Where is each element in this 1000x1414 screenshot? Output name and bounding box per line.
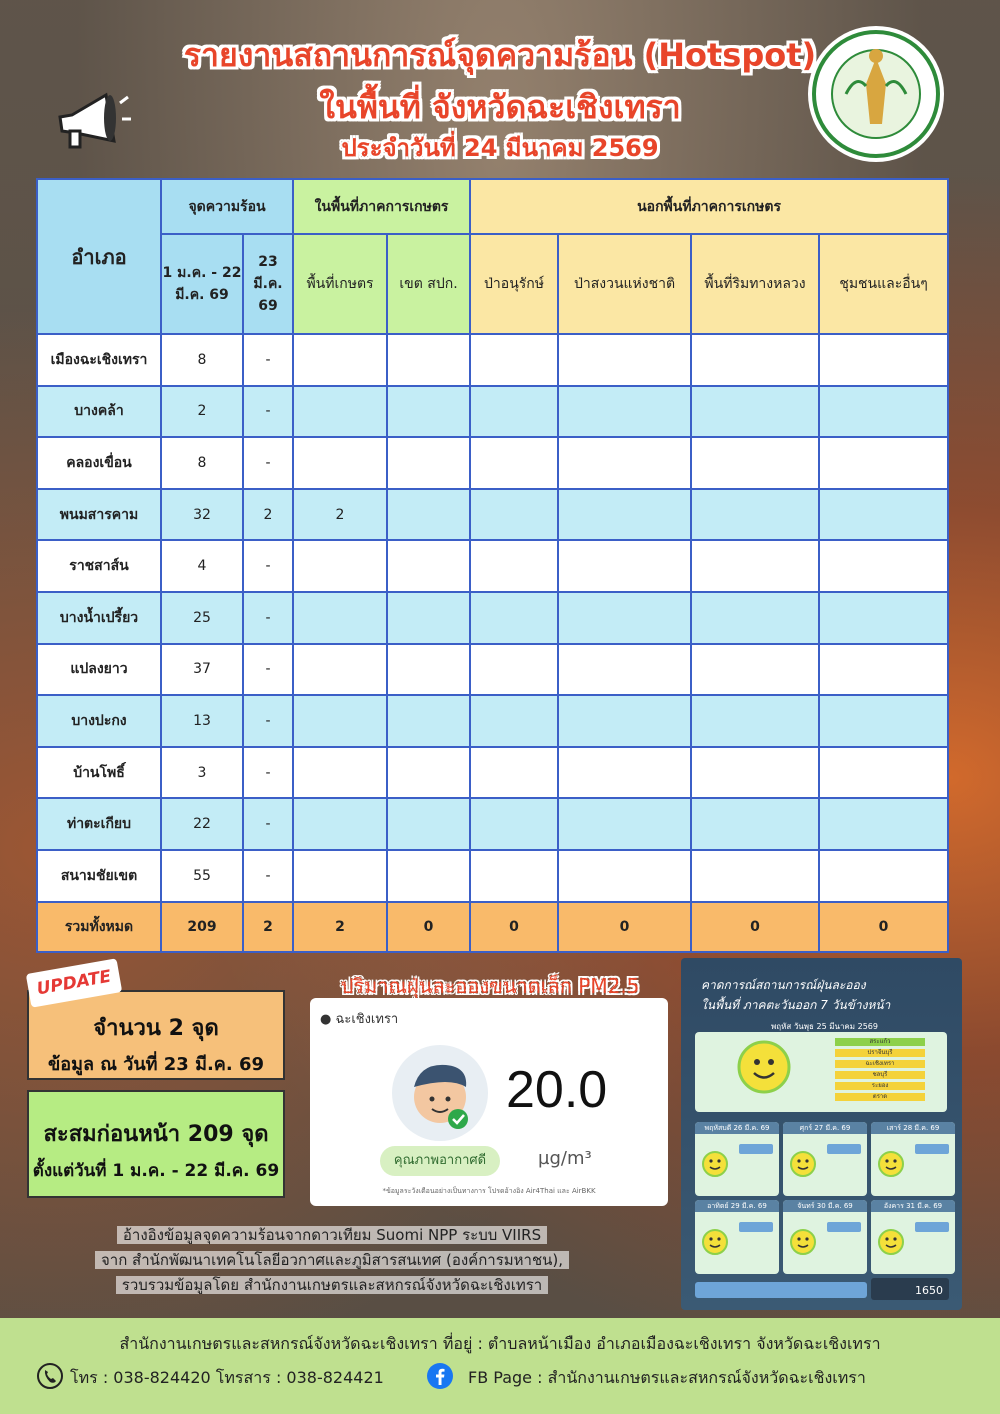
table-cell [558,386,691,438]
table-cell [691,334,819,386]
district-name: บ้านโพธิ์ [37,747,161,799]
district-name: เมืองฉะเชิงเทรา [37,334,161,386]
total-cell: 0 [691,902,819,952]
table-cell [387,437,470,489]
table-cell [470,540,558,592]
table-cell [558,592,691,644]
total-cell: 0 [558,902,691,952]
table-cell [470,489,558,541]
total-cell: 0 [819,902,948,952]
table-cell: - [243,386,293,438]
table-cell [387,798,470,850]
table-cell: 22 [161,798,243,850]
table-cell [558,798,691,850]
subheader-community: ชุมชนและอื่นๆ [819,234,948,334]
table-cell [819,386,948,438]
table-cell [691,592,819,644]
district-name: บางน้ำเปรี้ยว [37,592,161,644]
table-row [37,798,948,850]
pm25-unit: µg/m³ [538,1148,592,1169]
table-cell [470,592,558,644]
table-cell [293,798,387,850]
forecast-day-card [871,1122,955,1196]
update-tag: UPDATE [26,958,123,1007]
district-name: บางคล้า [37,386,161,438]
header-agri: ในพื้นที่ภาคการเกษตร [293,179,470,234]
table-cell [819,798,948,850]
forecast-day-label: จันทร์ 30 มี.ค. 69 [783,1200,867,1212]
subheader-national-forest: ป่าสงวนแห่งชาติ [558,234,691,334]
table-cell [293,695,387,747]
table-cell [691,386,819,438]
table-row [37,747,948,799]
total-row [37,902,948,952]
table-cell [470,437,558,489]
table-cell: 2 [293,489,387,541]
table-cell: 37 [161,644,243,696]
accumulated-range: ตั้งแต่วันที่ 1 ม.ค. - 22 มี.ค. 69 [32,1161,280,1181]
pm25-card [310,998,668,1206]
table-cell [293,437,387,489]
total-cell: 0 [387,902,470,952]
table-cell: - [243,437,293,489]
forecast-day-card [783,1200,867,1274]
province-label: ชลบุรี [835,1071,925,1079]
table-cell [558,747,691,799]
report-area: ในพื้นที่ จังหวัดฉะเชิงเทรา [319,88,681,126]
district-name: ท่าตะเกียบ [37,798,161,850]
table-cell [387,540,470,592]
table-cell: - [243,644,293,696]
table-cell [691,850,819,902]
footer-facebook[interactable]: FB Page : สำนักงานเกษตรและสหกรณ์จังหวัดฉะเชิงเทรา [468,1368,866,1387]
table-cell: - [243,695,293,747]
total-cell: 2 [243,902,293,952]
pm25-note: *ข้อมูลระวังเตือนอย่างเป็นทางการ โปรดอ้างอิง Air4Thai และ AirBKK [382,1187,596,1195]
table-cell [819,437,948,489]
reference-line: จาก สำนักพัฒนาเทคโนโลยีอวกาศและภูมิสารสนเทศ (องค์การมหาชน), [95,1251,569,1269]
table-cell [558,437,691,489]
subheader-highway: พื้นที่ริมทางหลวง [691,234,819,334]
table-cell [387,489,470,541]
district-name: แปลงยาว [37,644,161,696]
table-cell [691,644,819,696]
total-cell: 209 [161,902,243,952]
table-cell: 13 [161,695,243,747]
forecast-day-tag [827,1144,861,1154]
table-cell [293,386,387,438]
happy-face-icon [390,1043,490,1143]
table-cell [691,540,819,592]
footer [0,1318,1000,1414]
total-cell: 2 [293,902,387,952]
province-label: ระยอง [835,1082,925,1090]
table-cell [470,798,558,850]
table-cell: - [243,334,293,386]
table-cell: 8 [161,437,243,489]
table-cell [293,334,387,386]
table-cell [691,695,819,747]
table-cell: - [243,592,293,644]
report-date: ประจำวันที่ 24 มีนาคม 2569 [341,134,659,162]
province-list [835,1038,925,1104]
subheader-today: 23 มี.ค. 69 [243,234,293,334]
table-cell [558,850,691,902]
table-cell [387,386,470,438]
smiley-icon [877,1228,905,1256]
table-cell: - [243,747,293,799]
table-cell [387,747,470,799]
table-cell [558,489,691,541]
subheader-farmland: พื้นที่เกษตร [293,234,387,334]
footer-address: สำนักงานเกษตรและสหกรณ์จังหวัดฉะเชิงเทรา ที่อยู่ : ตำบลหน้าเมือง อำเภอเมืองฉะเชิงเทรา จังหวัดฉะเชิงเทรา [119,1334,881,1353]
forecast-title: คาดการณ์สถานการณ์ฝุ่นละออง [701,978,866,992]
table-row [37,386,948,438]
smiley-icon [789,1150,817,1178]
table-cell [470,695,558,747]
district-name: พนมสารคาม [37,489,161,541]
table-cell [819,747,948,799]
subheader-alro: เขต สปก. [387,234,470,334]
table-cell [819,644,948,696]
table-cell [819,489,948,541]
daily-summary-box [27,990,285,1080]
forecast-day-card [695,1200,779,1274]
table-cell [558,644,691,696]
forecast-day-label: อังคาร 31 มี.ค. 69 [871,1200,955,1212]
table-cell [387,592,470,644]
forecast-day-tag [739,1144,773,1154]
table-cell: 55 [161,850,243,902]
phone-icon [36,1362,64,1390]
forecast-today [695,1032,947,1112]
table-cell [470,334,558,386]
district-name: บางปะกง [37,695,161,747]
table-row [37,644,948,696]
forecast-day-card [695,1122,779,1196]
table-row [37,540,948,592]
table-cell [293,592,387,644]
header-nonagri: นอกพื้นที่ภาคการเกษตร [470,179,948,234]
accumulated-box [27,1090,285,1198]
report-title: รายงานสถานการณ์จุดความร้อน (Hotspot) [183,36,817,74]
table-row [37,489,948,541]
table-cell [470,747,558,799]
table-cell [470,850,558,902]
table-cell [293,747,387,799]
subheader-conservation-forest: ป่าอนุรักษ์ [470,234,558,334]
table-cell [387,695,470,747]
table-cell [691,489,819,541]
ministry-seal-logo [806,24,946,164]
forecast-day-card [783,1122,867,1196]
table-cell [691,798,819,850]
table-row [37,334,948,386]
forecast-day-label: พฤหัสบดี 26 มี.ค. 69 [695,1122,779,1134]
table-cell: 25 [161,592,243,644]
table-cell [819,695,948,747]
pm25-location-label: ฉะเชิงเทรา [335,1012,399,1027]
table-cell [558,540,691,592]
hotspot-table [36,178,949,953]
reference-line: อ้างอิงข้อมูลจุดความร้อนจากดาวเทียม Suomi NPP ระบบ VIIRS [117,1226,547,1244]
table-cell: 32 [161,489,243,541]
province-label: ฉะเชิงเทรา [835,1060,925,1068]
forecast-subtitle: ในพื้นที่ ภาคตะวันออก 7 วันข้างหน้า [701,998,891,1012]
forecast-day-label: อาทิตย์ 29 มี.ค. 69 [695,1200,779,1212]
table-cell [691,437,819,489]
table-row [37,850,948,902]
table-cell [691,747,819,799]
table-cell [293,644,387,696]
forecast-day-tag [915,1222,949,1232]
location-pin-icon: ● [320,1012,332,1027]
table-cell [387,644,470,696]
district-name: คลองเขื่อน [37,437,161,489]
forecast-day-tag [915,1144,949,1154]
table-row [37,437,948,489]
table-cell: - [243,798,293,850]
table-row [37,695,948,747]
facebook-icon[interactable] [426,1362,454,1390]
table-row [37,592,948,644]
header-district: อำเภอ [37,179,161,334]
header [0,0,1000,175]
total-cell: 0 [470,902,558,952]
pm25-location [320,1008,398,1029]
forecast-date: พฤหัส วันพุธ 25 มีนาคม 2569 [771,1022,878,1031]
district-name: ราชสาส์น [37,540,161,592]
table-cell: 4 [161,540,243,592]
table-cell [819,850,948,902]
smiley-icon [701,1150,729,1178]
forecast-legend-bar [695,1282,867,1298]
table-cell [293,850,387,902]
footer-phone: โทร : 038-824420 โทรสาร : 038-824421 [70,1368,384,1387]
district-name: สนามชัยเขต [37,850,161,902]
forecast-panel [681,958,962,1310]
province-label: ปราจีนบุรี [835,1049,925,1057]
forecast-day-label: เสาร์ 28 มี.ค. 69 [871,1122,955,1134]
forecast-day-label: ศุกร์ 27 มี.ค. 69 [783,1122,867,1134]
smiley-icon [789,1228,817,1256]
table-cell: - [243,540,293,592]
smiley-icon [877,1150,905,1178]
table-cell [819,592,948,644]
smiley-icon [737,1040,791,1094]
table-cell: 3 [161,747,243,799]
table-cell [293,540,387,592]
daily-date: ข้อมูล ณ วันที่ 23 มี.ค. 69 [48,1054,264,1075]
reference-line: รวบรวมข้อมูลโดย สำนักงานเกษตรและสหกรณ์จังหวัดฉะเชิงเทรา [116,1276,548,1294]
forecast-day-tag [827,1222,861,1232]
table-cell [387,334,470,386]
table-cell [819,540,948,592]
table-cell: 8 [161,334,243,386]
pm25-title: ปริมาณฝุ่นละอองขนาดเล็ก PM2.5 [340,974,640,998]
table-cell: - [243,850,293,902]
province-label: ตราด [835,1093,925,1101]
subheader-cumulative: 1 ม.ค. - 22 มี.ค. 69 [161,234,243,334]
table-cell: 2 [161,386,243,438]
pm25-value: 20.0 [506,1061,608,1119]
reference-note [32,1223,632,1298]
table-cell [470,644,558,696]
header-hotspot: จุดความร้อน [161,179,293,234]
table-cell [558,695,691,747]
total-label: รวมทั้งหมด [37,902,161,952]
province-label: สระแก้ว [835,1038,925,1046]
pm25-quality-badge: คุณภาพอากาศดี [380,1146,500,1176]
table-cell [387,850,470,902]
accumulated-count: สะสมก่อนหน้า 209 จุด [43,1122,269,1147]
daily-count: จำนวน 2 จุด [93,1016,219,1041]
forecast-day-tag [739,1222,773,1232]
forecast-hotline: 1650 [871,1278,949,1300]
smiley-icon [701,1228,729,1256]
table-cell [819,334,948,386]
forecast-day-card [871,1200,955,1274]
table-cell: 2 [243,489,293,541]
table-cell [558,334,691,386]
table-cell [470,386,558,438]
